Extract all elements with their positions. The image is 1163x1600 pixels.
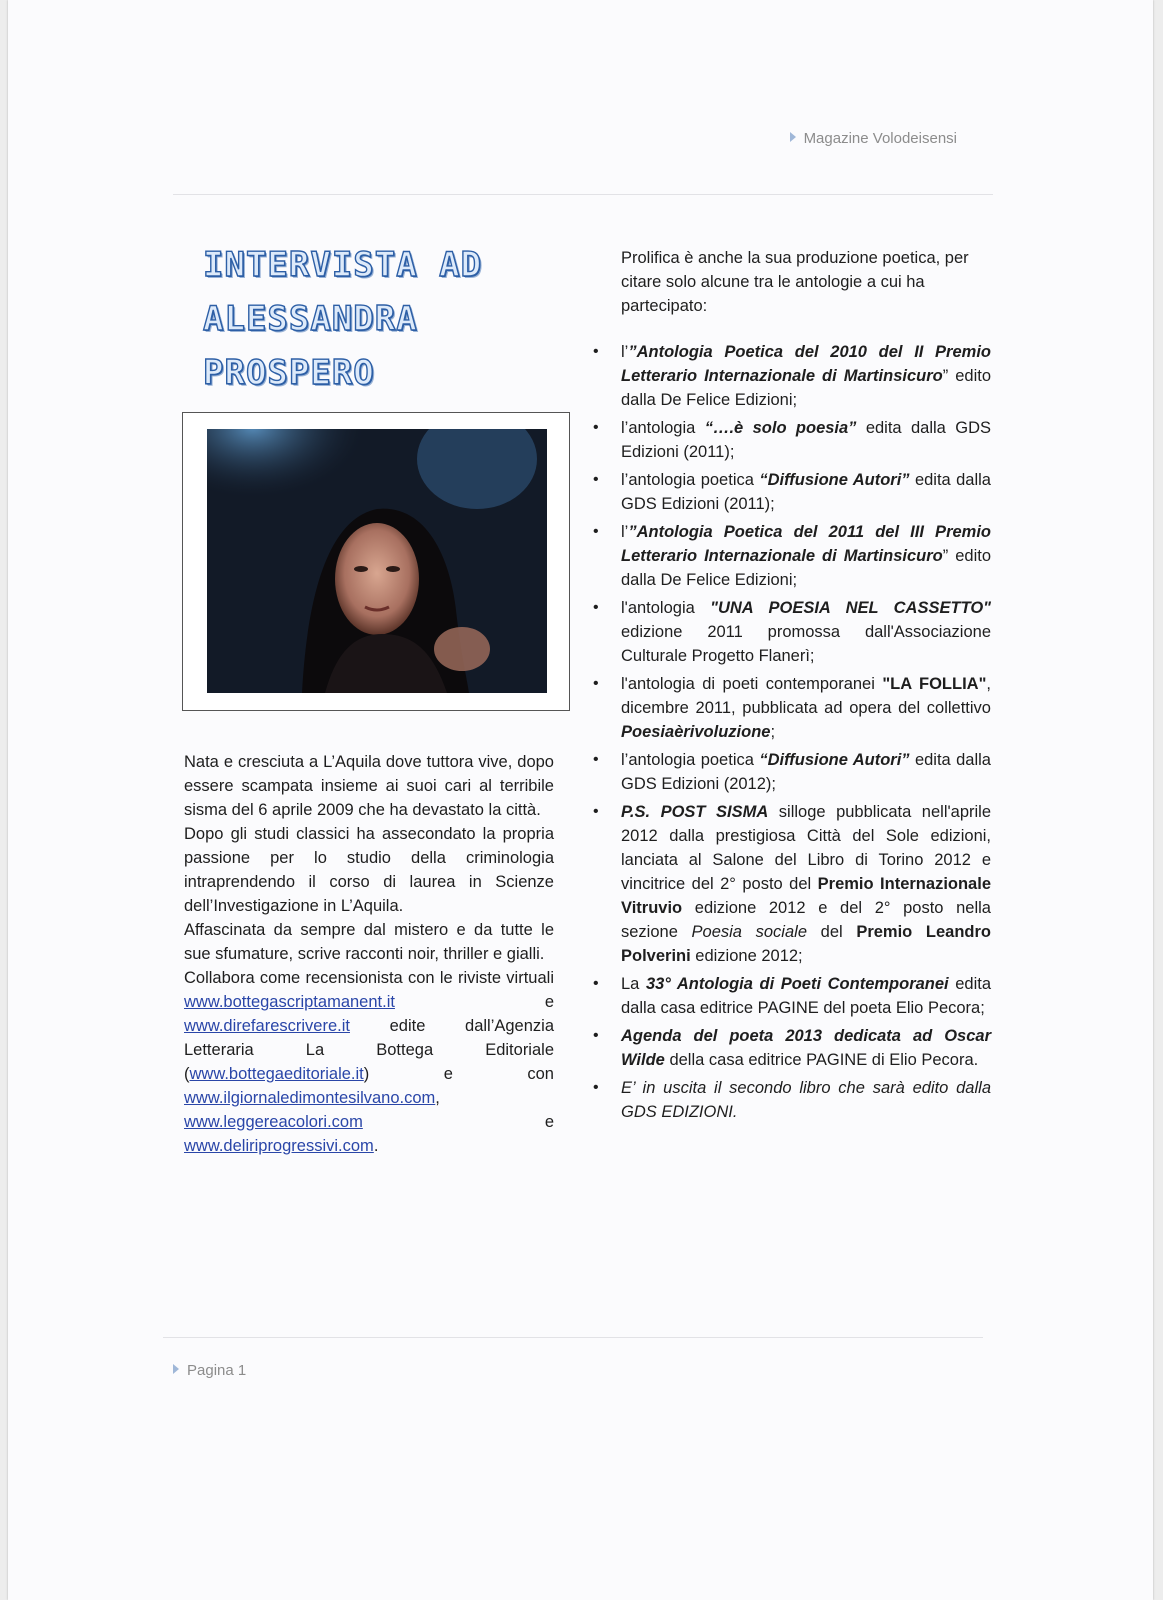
item-title: “….è solo poesia” [704, 419, 857, 437]
anthologies-intro: Prolifica è anche la sua produzione poetica, per citare solo alcune tra le antologie a cui ha partecipato: [621, 249, 969, 315]
conj-e-2: e [544, 1113, 554, 1131]
agency-text: edite dall’Agenzia Letteraria La Bottega Editoriale ( [184, 1017, 554, 1083]
item-post: ” edito dalla De Felice Edizioni; [621, 547, 991, 589]
item-title: P.S. POST SISMA [621, 803, 769, 821]
page-number: Pagina 1 [187, 1362, 247, 1379]
title-line-2: ALESSANDRA [203, 299, 418, 339]
bullet-icon: • [593, 975, 599, 992]
item-post: edita dalla GDS Edizioni (2011); [621, 419, 992, 461]
list-item [593, 340, 991, 412]
conj-e-con: e con [443, 1065, 554, 1083]
portrait-photo [207, 429, 547, 693]
item-post: della casa editrice PAGINE di Elio Pecora. [664, 1051, 979, 1069]
footer-rule [163, 1337, 983, 1338]
item-pre: l'antologia [621, 599, 711, 617]
list-item [593, 1076, 991, 1124]
item-prize-1: Premio Internazionale Vitruvio [621, 875, 991, 917]
item-text-3: del [807, 923, 857, 941]
bullet-icon: • [593, 343, 599, 360]
list-item [593, 1024, 991, 1072]
link-leggereacolori[interactable]: www.leggereacolori.com [184, 1113, 363, 1131]
bullet-icon: • [593, 803, 599, 820]
portrait-illustration [207, 429, 547, 693]
list-item [593, 520, 991, 592]
biography-column [184, 750, 554, 1158]
item-title: "LA FOLLIA" [882, 675, 987, 693]
article-title [203, 238, 503, 400]
magazine-name: Magazine Volodeisensi [803, 130, 957, 147]
item-pre: l’ [621, 523, 629, 541]
item-post: edizione 2011 promossa dall'Associazione Culturale Progetto Flanerì; [621, 623, 991, 665]
item-note: E’ in uscita il secondo libro che sarà edito dalla GDS EDIZIONI. [621, 1079, 991, 1121]
link-deliriprogressivi[interactable]: www.deliriprogressivi.com [184, 1137, 374, 1155]
comma: , [435, 1089, 440, 1107]
item-section: Poesia sociale [691, 923, 807, 941]
item-pre: l’antologia poetica [621, 471, 760, 489]
item-post: edita dalla GDS Edizioni (2012); [621, 751, 991, 793]
link-bottegaeditoriale[interactable]: www.bottegaeditoriale.it [189, 1065, 364, 1083]
anthologies-list [593, 340, 992, 1124]
link-ilgiornaledimontesilvano[interactable]: www.ilgiornaledimontesilvano.com [184, 1089, 436, 1107]
title-line-3: PROSPERO [203, 353, 375, 393]
running-header [790, 130, 957, 147]
header-rule [173, 194, 993, 195]
list-item [593, 972, 992, 1020]
title-line-1: INTERVISTA AD [203, 245, 483, 285]
collab-text: Collabora come recensionista con le riviste virtuali [184, 969, 554, 987]
bullet-icon: • [593, 471, 599, 488]
bullet-icon: • [593, 751, 599, 768]
item-title: "UNA POESIA NEL CASSETTO" [710, 599, 992, 617]
list-item [593, 800, 991, 968]
triangle-marker-icon [790, 132, 796, 142]
bullet-icon: • [593, 1027, 599, 1044]
item-pre: l’ [621, 343, 629, 361]
final-dot: . [373, 1137, 379, 1155]
item-title: ”Antologia Poetica del 2011 del III Premio Letterario Internazionale di Martinsicuro [621, 523, 991, 565]
paren-close: ) [363, 1065, 370, 1083]
bullet-icon: • [593, 599, 599, 616]
bio-paragraph-1: Nata e cresciuta a L’Aquila dove tuttora vive, dopo essere scampata insieme ai suoi cari al terribile sisma del 6 aprile 2009 che ha devastato la città. [184, 753, 554, 819]
bio-paragraph-2: Dopo gli studi classici ha assecondato la propria passione per lo studio della criminologia intraprendendo il corso di laurea in Scienze dell’Investigazione in L’Aquila. [184, 825, 554, 915]
item-text-1: silloge pubblicata nell'aprile 2012 dalla prestigiosa Città del Sole edizioni, lanciata al Salone del Libro di Torino 2012 e vincitrice del 2° posto del [621, 803, 991, 893]
item-post: ; [770, 723, 776, 741]
item-collective: Poesiaèrivoluzione [621, 723, 771, 741]
item-pre: l’antologia poetica [621, 751, 760, 769]
bio-paragraph-3: Affascinata da sempre dal mistero e da tutte le sue sfumature, scrive racconti noir, thriller e gialli. [184, 921, 554, 963]
item-pre: l’antologia [621, 419, 705, 437]
list-item [593, 468, 991, 516]
page-footer [173, 1362, 246, 1379]
item-title: “Diffusione Autori” [759, 471, 910, 489]
item-pre: l'antologia di poeti contemporanei [621, 675, 883, 693]
list-item [593, 672, 991, 744]
anthologies-column [593, 246, 992, 1128]
bullet-icon: • [593, 675, 599, 692]
bio-paragraph-4 [184, 966, 554, 1158]
bullet-icon: • [593, 1079, 599, 1096]
conj-e: e [544, 993, 554, 1011]
item-title: Agenda del poeta 2013 dedicata ad Oscar Wilde [621, 1027, 991, 1069]
photo-frame [182, 412, 570, 711]
list-item [593, 748, 991, 796]
item-title: 33° Antologia di Poeti Contemporanei [645, 975, 949, 993]
item-title: ”Antologia Poetica del 2010 del II Premio Letterario Internazionale di Martinsicuro [621, 343, 991, 385]
item-post: ” edito dalla De Felice Edizioni; [621, 367, 991, 409]
link-direfarescrivere[interactable]: www.direfarescrivere.it [184, 1017, 350, 1035]
triangle-marker-icon [173, 1364, 179, 1374]
item-post: edita dalla GDS Edizioni (2011); [621, 471, 991, 513]
item-title: “Diffusione Autori” [759, 751, 910, 769]
bullet-icon: • [593, 523, 599, 540]
list-item [593, 416, 992, 464]
item-text-2: edizione 2012 e del 2° posto nella sezione [621, 899, 991, 941]
item-post: edita dalla casa editrice PAGINE del poeta Elio Pecora; [621, 975, 992, 1017]
document-page [8, 0, 1153, 1600]
bullet-icon: • [593, 419, 599, 436]
link-bottegascriptamanent[interactable]: www.bottegascriptamanent.it [184, 993, 395, 1011]
item-pre: La [621, 975, 646, 993]
item-text-4: edizione 2012; [690, 947, 803, 965]
list-item [593, 596, 992, 668]
item-mid: , dicembre 2011, pubblicata ad opera del collettivo [621, 675, 991, 717]
item-prize-2: Premio Leandro Polverini [621, 923, 991, 965]
